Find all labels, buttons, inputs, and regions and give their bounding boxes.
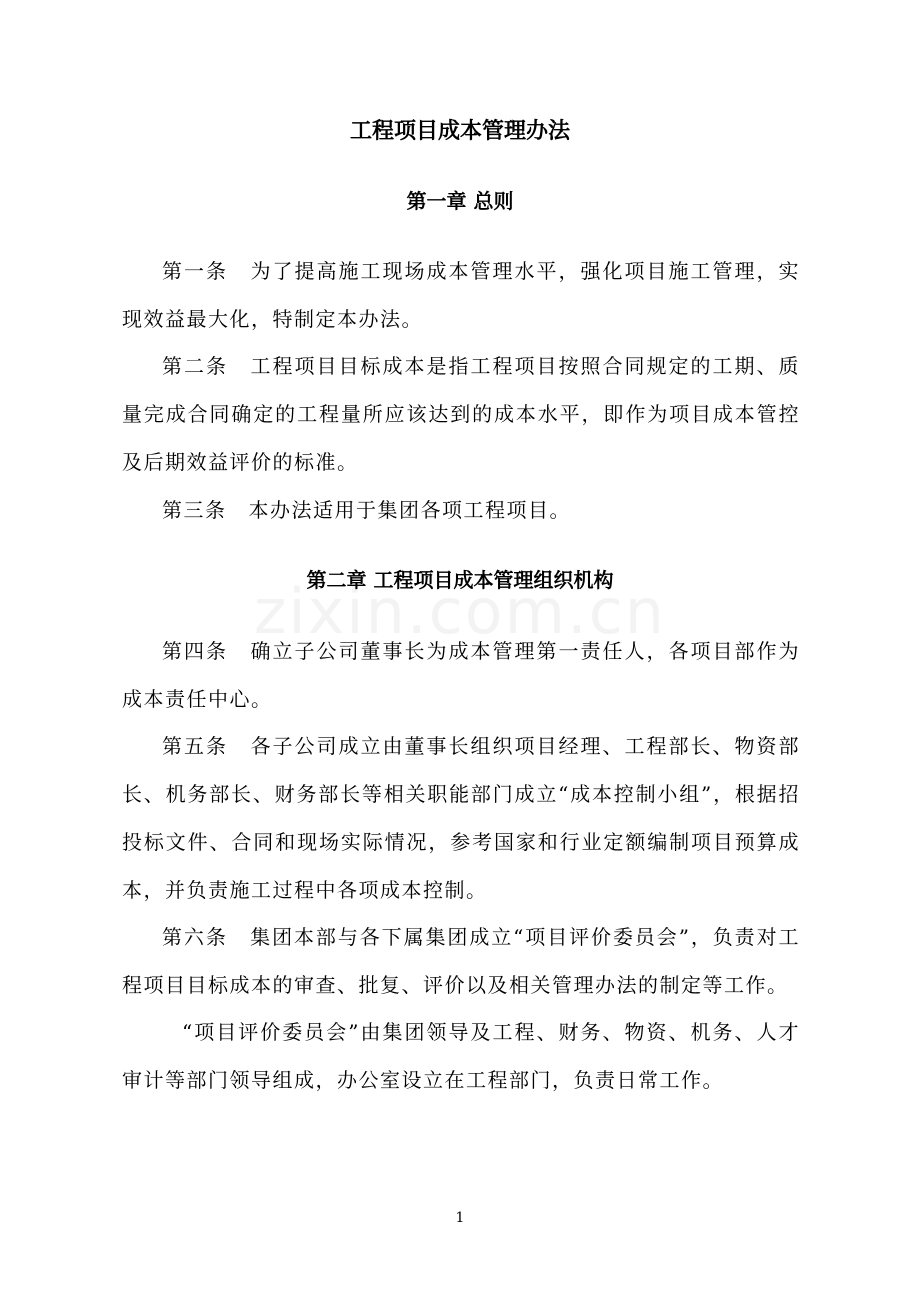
page-number: 1 bbox=[455, 1210, 465, 1226]
article-label: 第三条 bbox=[162, 498, 227, 522]
article-text: 集团本部与各下属集团成立“项目评价委员会”，负责对工程项目目标成本的审查、批复、评价以及相关管理办法的制定等工作。 bbox=[122, 925, 800, 997]
article-1 bbox=[122, 247, 800, 343]
article-label: 第二条 bbox=[162, 354, 228, 378]
article-3 bbox=[122, 486, 800, 534]
article-text: 本办法适用于集团各项工程项目。 bbox=[248, 498, 571, 522]
article-label: 第五条 bbox=[162, 734, 228, 758]
article-4 bbox=[122, 627, 800, 723]
article-label: 第四条 bbox=[162, 639, 228, 663]
article-text: 为了提高施工现场成本管理水平，强化项目施工管理，实现效益最大化，特制定本办法。 bbox=[122, 259, 800, 331]
article-6 bbox=[122, 913, 800, 1009]
chapter-heading-1: 第一章 总则 bbox=[406, 189, 514, 213]
article-label: 第六条 bbox=[162, 925, 228, 949]
article-5 bbox=[122, 722, 800, 914]
article-text: 确立子公司董事长为成本管理第一责任人，各项目部作为成本责任中心。 bbox=[122, 639, 800, 711]
article-text: 工程项目目标成本是指工程项目按照合同规定的工期、质量完成合同确定的工程量所应该达到的成本水平，即作为项目成本管控及后期效益评价的标准。 bbox=[122, 354, 800, 474]
article-text: 各子公司成立由董事长组织项目经理、工程部长、物资部长、机务部长、财务部长等相关职能部门成立“成本控制小组”，根据招投标文件、合同和现场实际情况，参考国家和行业定额编制项目预算成本，并负责施工过程中各项成本控制。 bbox=[122, 734, 800, 902]
document-title: 工程项目成本管理办法 bbox=[349, 119, 570, 144]
article-label: 第一条 bbox=[162, 259, 228, 283]
article-2 bbox=[122, 342, 800, 486]
chapter-heading-2: 第二章 工程项目成本管理组织机构 bbox=[306, 568, 614, 592]
article-6-supplement: “项目评价委员会”由集团领导及工程、财务、物资、机务、人才审计等部门领导组成，办公室设立在工程部门，负责日常工作。 bbox=[122, 1020, 800, 1092]
